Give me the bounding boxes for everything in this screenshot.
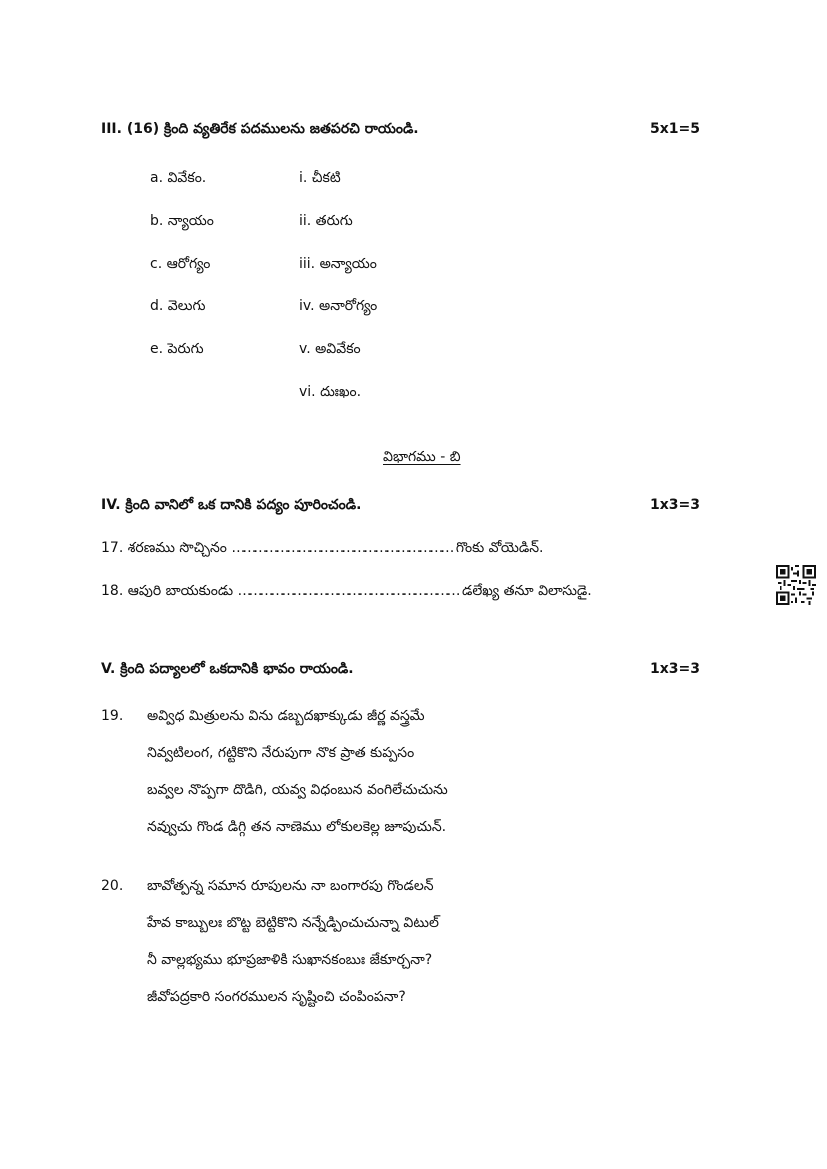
- section4-marks: 1x3=3: [650, 497, 700, 513]
- section3-title: III. (16) క్రింది వ్యతిరేక పదములను జతపరచి రాయండి.: [101, 121, 419, 137]
- part-b-heading: విభాగము - బి: [383, 449, 461, 465]
- section5-title: V. క్రింది పద్యాలలో ఒకదానికి భావం రాయండి.: [101, 661, 354, 677]
- match-left-a: a. వివేకం.: [150, 170, 207, 186]
- question-17: [101, 540, 543, 559]
- poem-20-line-3: నీ వాల్లభ్యము భూప్రజాళికి సుఖానకంబుః జేకూర్చనా?: [147, 952, 433, 968]
- question-18-end: డలేఖ్య తనూ విలాసుడై.: [462, 583, 592, 599]
- question-18-dots: ……………………………………………………: [237, 583, 458, 599]
- section3-marks: 5x1=5: [650, 121, 700, 137]
- poem-20-line-2: హేవ కాబ్బులః బొట్ట బెట్టికొని నన్నేడ్పించుచున్నా విటుల్: [147, 915, 439, 931]
- question-17-start: శరణము సొచ్చినం: [127, 540, 227, 556]
- section4-title: IV. క్రింది వానిలో ఒక దానికి పద్యం పూరించండి.: [101, 497, 362, 513]
- match-right-iii: iii. అన్యాయం: [299, 256, 377, 272]
- match-left-d: d. వెలుగు: [150, 298, 206, 314]
- section5-marks: 1x3=3: [650, 661, 700, 677]
- question-17-dots: ……………………………………………………: [231, 540, 452, 556]
- match-right-iv: iv. అనారోగ్యం: [299, 298, 378, 314]
- match-right-i: i. చీకటి: [299, 170, 341, 186]
- poem-19-line-1: అవ్విధ మిత్రులను విను డబ్బదఖాక్కుడు జీర్ణ వస్త్రమే: [147, 708, 425, 724]
- question-18-start: ఆపురి బాయకుండు: [127, 583, 234, 599]
- poem-19-line-2: నివ్వటిలంగ, గట్టికొని నేరుపుగా నొక ప్రాత కుప్పసం: [147, 745, 415, 761]
- match-left-c: c. ఆరోగ్యం: [150, 256, 211, 272]
- question-17-number: 17.: [101, 540, 124, 556]
- match-right-vi: vi. దుఃఖం.: [299, 384, 362, 400]
- poem-20-line-4: జీవోపద్రకారి సంగరములన సృష్టించి చంపింపనా?: [147, 989, 406, 1005]
- poem-19-line-4: నవ్వుచు గొండ డిగ్గి తన నాణెము లోకులకెల్ల జూపుచున్.: [147, 819, 447, 835]
- question-19-number: 19.: [101, 708, 124, 724]
- qr-code: [776, 565, 816, 605]
- match-left-b: b. న్యాయం: [150, 213, 214, 229]
- question-18-number: 18.: [101, 583, 124, 599]
- question-17-end: గొంకు వోయెడిన్.: [455, 540, 544, 556]
- match-left-e: e. పెరుగు: [150, 341, 204, 357]
- match-right-v: v. అవివేకం: [299, 341, 361, 357]
- poem-20-line-1: బావోత్పన్న సమాన రూపులను నా బంగారపు గొండలన్: [147, 878, 434, 894]
- poem-19-line-3: బవ్వల నొప్పగా దొడిగి, యవ్వ విధంబున వంగిలేచుచును: [147, 782, 448, 798]
- question-20-number: 20.: [101, 878, 124, 894]
- match-right-ii: ii. తరుగు: [299, 213, 353, 229]
- question-18: [101, 583, 592, 602]
